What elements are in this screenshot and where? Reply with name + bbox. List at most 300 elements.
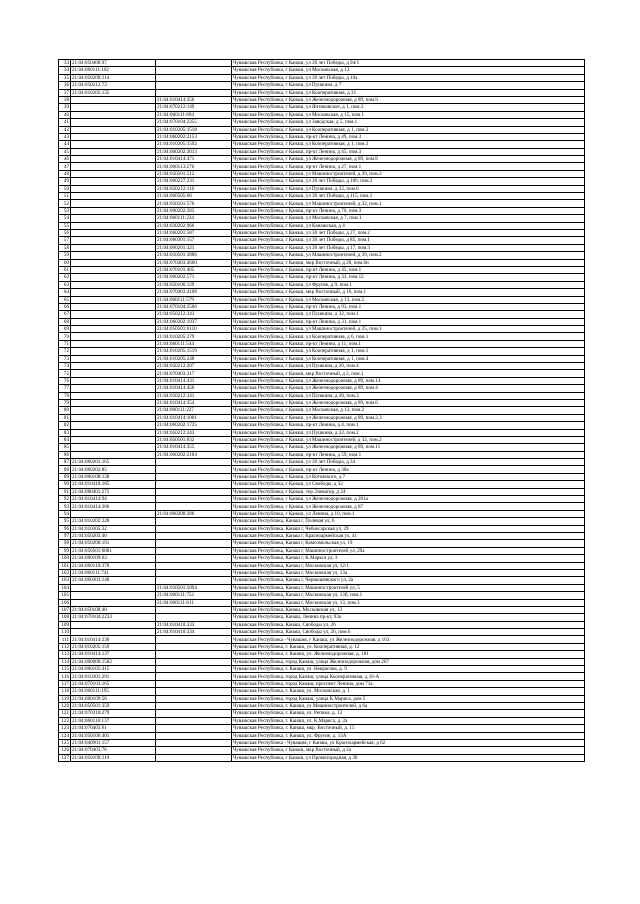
- table-row: [59, 266, 585, 273]
- cadastral-number-premises: [156, 702, 232, 709]
- registry-table: [58, 59, 585, 762]
- cadastral-number-land: [71, 281, 156, 288]
- cadastral-number-land: [71, 185, 156, 192]
- row-number: 75: [59, 370, 71, 377]
- row-number: 93: [59, 503, 71, 510]
- address: Чувашская Республика, Канаш г, Машиностроителей ул, 5: [232, 584, 585, 591]
- address: Чувашская Республика, г Канаш, ул Канашская, д 4: [232, 222, 585, 229]
- cadastral-number-premises: [156, 569, 232, 576]
- cadastral-number-premises: 21:04:070403:4108: [156, 289, 232, 296]
- table-row: [59, 252, 585, 259]
- address: Чувашская Республика, г Канаш, ул Железнодорожная, д 89, пом.11: [232, 444, 585, 451]
- address: Чувашская Республика, Канаш г, К.Маркса ул, 3: [232, 555, 585, 562]
- cadastral-number-premises: 21:04:010410:333: [156, 621, 232, 628]
- cadastral-number-premises: [156, 651, 232, 658]
- cadastral-number-land: 21:04:060109:56: [71, 695, 156, 702]
- row-number: 121: [59, 710, 71, 717]
- table-row: [59, 688, 585, 695]
- cadastral-number-premises: 21:04:060111:752: [156, 592, 232, 599]
- address: Чувашская Республика, г. Канаш, ул. К.Маркса, д. 2а: [232, 717, 585, 724]
- cadastral-number-land: [71, 333, 156, 340]
- address: Чувашская Республика, город Канаш, улица К.Маркса, дом 5: [232, 695, 585, 702]
- table-row: [59, 518, 585, 525]
- cadastral-number-premises: 21:04:050501:5094: [156, 584, 232, 591]
- table-row: [59, 510, 585, 517]
- table-row: [59, 281, 585, 288]
- address: Чувашская Республика, г Канаш, пр-кт Ленина, д 45, пом.1: [232, 266, 585, 273]
- table-row: [59, 451, 585, 458]
- address: Чувашская Республика, г Канаш, ул Железнодорожная, д 89, пом.8: [232, 156, 585, 163]
- row-number: 51: [59, 193, 71, 200]
- address: Чувашская Республика, г Канаш, ул Кооперативная, д 6, пом.1: [232, 333, 585, 340]
- table-row: [59, 60, 585, 67]
- row-number: 117: [59, 680, 71, 687]
- cadastral-number-land: 21:04:050212:73: [71, 82, 156, 89]
- cadastral-number-premises: 21:04:070101:405: [156, 266, 232, 273]
- cadastral-number-premises: [156, 67, 232, 74]
- registry-table-body: [59, 60, 585, 762]
- row-number: 89: [59, 473, 71, 480]
- row-number: 42: [59, 126, 71, 133]
- table-row: [59, 333, 585, 340]
- cadastral-number-premises: 21:04:070403:317: [156, 370, 232, 377]
- address: Чувашская Республика - Чувашия, г Канаш, ул Железнодорожная, д 163: [232, 636, 585, 643]
- address: Чувашская Республика, г Канаш, ул 30 лет Победы, д 94/1: [232, 60, 585, 67]
- row-number: 86: [59, 451, 71, 458]
- cadastral-number-land: [71, 584, 156, 591]
- table-row: [59, 481, 585, 488]
- address: Чувашская Республика, г. Канаш, ул. Некрасова, д. 9: [232, 666, 585, 673]
- cadastral-number-land: [71, 370, 156, 377]
- cadastral-number-premises: 21:04:060111:604: [156, 111, 232, 118]
- cadastral-number-premises: 21:04:050501:6110: [156, 326, 232, 333]
- table-row: [59, 754, 585, 761]
- cadastral-number-premises: 21:04:060201:321: [156, 244, 232, 251]
- table-row: [59, 643, 585, 650]
- row-number: 69: [59, 326, 71, 333]
- row-number: 104: [59, 584, 71, 591]
- table-row: [59, 207, 585, 214]
- cadastral-number-land: [71, 163, 156, 170]
- row-number: 74: [59, 363, 71, 370]
- table-row: [59, 244, 585, 251]
- cadastral-number-land: [71, 200, 156, 207]
- cadastral-number-land: [71, 111, 156, 118]
- row-number: 57: [59, 237, 71, 244]
- row-number: 82: [59, 422, 71, 429]
- cadastral-number-land: [71, 222, 156, 229]
- cadastral-number-premises: 21:04:010414:1001: [156, 414, 232, 421]
- row-number: 65: [59, 296, 71, 303]
- table-row: [59, 436, 585, 443]
- table-row: [59, 111, 585, 118]
- address: Чувашская Республика, г Канаш, ул Пушкина, д 30, пом.4: [232, 363, 585, 370]
- cadastral-number-land: [71, 318, 156, 325]
- cadastral-number-land: [71, 237, 156, 244]
- address: Чувашская Республика, г Канаш, пр-кт Ленина, д 27, пом.1: [232, 163, 585, 170]
- table-row: [59, 96, 585, 103]
- address: Чувашская Республика, г Канаш, ул Машиностроителей, д 25, пом.1: [232, 326, 585, 333]
- cadastral-number-premises: 21:04:060113:276: [156, 163, 232, 170]
- table-row: [59, 680, 585, 687]
- address: Чувашская Республика, Канаш г, Полевая ул, 6: [232, 518, 585, 525]
- table-row: [59, 577, 585, 584]
- address: Чувашская Республика, г Канаш, ул Машиностроителей, д 32, пом.2: [232, 436, 585, 443]
- address: Чувашская Республика, г Канаш, ул 30 лет Победы, д 106, пом.2: [232, 178, 585, 185]
- table-row: [59, 82, 585, 89]
- cadastral-number-premises: 21:04:050212:341: [156, 392, 232, 399]
- table-row: [59, 148, 585, 155]
- row-number: 73: [59, 355, 71, 362]
- row-number: 105: [59, 592, 71, 599]
- table-row: [59, 259, 585, 266]
- address: Чувашская Республика, г Канаш, ул 30 лет Победы, д 27, пом.2: [232, 229, 585, 236]
- row-number: 59: [59, 252, 71, 259]
- cadastral-number-premises: 21:04:060111:544: [156, 340, 232, 347]
- address: Чувашская Республика, г Канаш, ул Железнодорожная, д 201а: [232, 496, 585, 503]
- address: Чувашская Республика, г Канаш, пр-кт Ленина, д 59, пом.1: [232, 451, 585, 458]
- address: Чувашская Республика, Канаш, Ленина пр-кт, 93а: [232, 614, 585, 621]
- cadastral-number-land: [71, 407, 156, 414]
- cadastral-number-land: 21:04:060108:138: [71, 473, 156, 480]
- address: Чувашская Республика, г Канаш, ул Железнодорожная, д 89, пом.2,3: [232, 414, 585, 421]
- cadastral-number-premises: [156, 747, 232, 754]
- row-number: 58: [59, 244, 71, 251]
- table-row: [59, 370, 585, 377]
- address: Чувашская Республика, г Канаш, мкр Восточный, д 2а: [232, 747, 585, 754]
- address: Чувашская Республика, Канаш г, Красноармейская ул, 41: [232, 533, 585, 540]
- table-row: [59, 429, 585, 436]
- table-row: [59, 584, 585, 591]
- address: Чувашская Республика, г Канаш, ул Московская, д 13, пом.2: [232, 407, 585, 414]
- cadastral-number-land: 21:04:010414:137: [71, 651, 156, 658]
- address: Чувашская Республика, г Канаш, ул Котовского, д 7: [232, 473, 585, 480]
- cadastral-number-land: [71, 326, 156, 333]
- cadastral-number-premises: 21:04:050212:343: [156, 311, 232, 318]
- cadastral-number-premises: [156, 555, 232, 562]
- cadastral-number-premises: [156, 518, 232, 525]
- cadastral-number-land: 21:04:010410:185: [71, 481, 156, 488]
- cadastral-number-land: [71, 629, 156, 636]
- row-number: 62: [59, 274, 71, 281]
- table-row: [59, 340, 585, 347]
- address: Чувашская Республика, г Канаш, ул Промотородная, д 30: [232, 754, 585, 761]
- cadastral-number-premises: [156, 643, 232, 650]
- cadastral-number-land: [71, 436, 156, 443]
- cadastral-number-land: 21:04:070103:165: [71, 680, 156, 687]
- cadastral-number-land: 21:04:070403:76: [71, 747, 156, 754]
- table-row: [59, 392, 585, 399]
- cadastral-number-premises: [156, 459, 232, 466]
- address: Чувашская Республика, г Канаш, ул Ленина, д 10, пом.1: [232, 510, 585, 517]
- table-row: [59, 555, 585, 562]
- cadastral-number-land: [71, 266, 156, 273]
- cadastral-number-premises: 21:04:010410:334: [156, 629, 232, 636]
- cadastral-number-land: 21:04:070310:279: [71, 710, 156, 717]
- row-number: 68: [59, 318, 71, 325]
- cadastral-number-land: [71, 599, 156, 606]
- table-row: [59, 547, 585, 554]
- address: Чувашская Республика, г Канаш, ул Кооперативная, д 1, пом.4: [232, 355, 585, 362]
- cadastral-number-premises: 21:04:060301:157: [156, 237, 232, 244]
- table-row: [59, 717, 585, 724]
- address: Чувашская Республика, г Канаш, ул 30 лет Победы, д 115, пом.1: [232, 193, 585, 200]
- table-row: [59, 540, 585, 547]
- table-row: [59, 229, 585, 236]
- cadastral-number-premises: [156, 60, 232, 67]
- cadastral-number-land: 21:04:060201:165: [71, 459, 156, 466]
- cadastral-number-land: [71, 348, 156, 355]
- cadastral-number-premises: [156, 673, 232, 680]
- cadastral-number-land: [71, 252, 156, 259]
- cadastral-number-land: 21:04:050109:119: [71, 754, 156, 761]
- address: Чувашская Республика, Канаш г, Чебоксарская ул, 29: [232, 525, 585, 532]
- cadastral-number-land: 21:04:050209:114: [71, 74, 156, 81]
- cadastral-number-land: 21:04:060111:195: [71, 688, 156, 695]
- address: Чувашская Республика, г Канаш, пр-кт Ленина, д 38а: [232, 466, 585, 473]
- table-row: [59, 444, 585, 451]
- address: Чувашская Республика, г Канаш, ул Железнодорожная, д 89, пом.4: [232, 385, 585, 392]
- row-number: 107: [59, 606, 71, 613]
- address: Чувашская Республика, город Канаш, улица Кооперативная, д.16-А: [232, 673, 585, 680]
- row-number: 96: [59, 525, 71, 532]
- cadastral-number-land: [71, 193, 156, 200]
- table-row: [59, 651, 585, 658]
- row-number: 92: [59, 496, 71, 503]
- cadastral-number-land: [71, 289, 156, 296]
- address: Чувашская Республика, г Канаш, ул Машиностроителей, д 39, пом.2: [232, 252, 585, 259]
- table-row: [59, 702, 585, 709]
- table-row: [59, 126, 585, 133]
- row-number: 122: [59, 717, 71, 724]
- cadastral-number-premises: [156, 666, 232, 673]
- cadastral-number-land: [71, 178, 156, 185]
- cadastral-number-land: [71, 274, 156, 281]
- row-number: 115: [59, 666, 71, 673]
- row-number: 124: [59, 732, 71, 739]
- address: Чувашская Республика, г Канаш, ул Московская, д 15, пом.1: [232, 111, 585, 118]
- cadastral-number-premises: 21:04:070212:149: [156, 104, 232, 111]
- cadastral-number-premises: [156, 89, 232, 96]
- row-number: 112: [59, 643, 71, 650]
- table-row: [59, 739, 585, 746]
- table-row: [59, 303, 585, 310]
- row-number: 101: [59, 562, 71, 569]
- row-number: 67: [59, 311, 71, 318]
- address: Чувашская Республика, г Канаш, ул 30 лет Победы, д 17, пом.3: [232, 244, 585, 251]
- row-number: 36: [59, 82, 71, 89]
- address: Чувашская Республика, Канаш г, Московская ул, 13а: [232, 569, 585, 576]
- cadastral-number-land: [71, 414, 156, 421]
- cadastral-number-land: [71, 311, 156, 318]
- cadastral-number-land: [71, 170, 156, 177]
- cadastral-number-premises: 21:04:010414:471: [156, 156, 232, 163]
- address: Чувашская Республика, г Канаш, ул 30 лет Победы, д 10а: [232, 74, 585, 81]
- cadastral-number-premises: 21:04:060202:2164: [156, 451, 232, 458]
- cadastral-number-land: [71, 133, 156, 140]
- row-number: 60: [59, 259, 71, 266]
- row-number: 37: [59, 89, 71, 96]
- table-row: [59, 658, 585, 665]
- row-number: 39: [59, 104, 71, 111]
- row-number: 64: [59, 289, 71, 296]
- address: Чувашская Республика, г Канаш, мкр Восточный, д 16, пом.1: [232, 289, 585, 296]
- table-row: [59, 193, 585, 200]
- address: Чувашская Республика, Канаш г, Московская ул, 13б, пом.1: [232, 592, 585, 599]
- row-number: 77: [59, 385, 71, 392]
- row-number: 66: [59, 303, 71, 310]
- table-row: [59, 399, 585, 406]
- cadastral-number-land: 21:04:010205:135: [71, 89, 156, 96]
- cadastral-number-premises: 21:04:060202:3013: [156, 148, 232, 155]
- table-row: [59, 200, 585, 207]
- row-number: 44: [59, 141, 71, 148]
- address: Чувашская Республика, г Канаш, ул Пушкина, д 32, пом.6: [232, 185, 585, 192]
- table-row: [59, 636, 585, 643]
- row-number: 53: [59, 207, 71, 214]
- address: Чувашская Республика, г Канаш, пр-кт Ленина, д 45, пом.3: [232, 148, 585, 155]
- cadastral-number-premises: 21:04:050501:512: [156, 170, 232, 177]
- cadastral-number-premises: 21:04:050106:129: [156, 281, 232, 288]
- address: Чувашская Республика, г Канаш, ул Янтиковское, д 1, пом.3: [232, 104, 585, 111]
- cadastral-number-land: [71, 444, 156, 451]
- cadastral-number-land: [71, 399, 156, 406]
- cadastral-number-land: [71, 104, 156, 111]
- cadastral-number-premises: 21:04:050212:207: [156, 363, 232, 370]
- cadastral-number-premises: 21:04:060202:1937: [156, 318, 232, 325]
- cadastral-number-premises: [156, 725, 232, 732]
- row-number: 109: [59, 621, 71, 628]
- cadastral-number-land: 21:04:010414:238: [71, 636, 156, 643]
- cadastral-number-land: [71, 340, 156, 347]
- cadastral-number-land: 21:04:060110:378: [71, 562, 156, 569]
- table-row: [59, 459, 585, 466]
- cadastral-number-premises: 21:04:050501:576: [156, 200, 232, 207]
- table-row: [59, 326, 585, 333]
- table-row: [59, 296, 585, 303]
- cadastral-number-premises: 21:04:060111:234: [156, 215, 232, 222]
- table-row: [59, 67, 585, 74]
- row-number: 56: [59, 229, 71, 236]
- row-number: 127: [59, 754, 71, 761]
- cadastral-number-premises: [156, 547, 232, 554]
- cadastral-number-premises: 21:04:060201:587: [156, 229, 232, 236]
- cadastral-number-land: [71, 392, 156, 399]
- cadastral-number-land: [71, 363, 156, 370]
- table-row: [59, 599, 585, 606]
- cadastral-number-premises: [156, 525, 232, 532]
- row-number: 102: [59, 569, 71, 576]
- address: Чувашская Республика, г Канаш, ул Свободы, д 32: [232, 481, 585, 488]
- address: Чувашская Республика, г Канаш, пр-кт Ленина, д 4, пом.1: [232, 422, 585, 429]
- table-row: [59, 215, 585, 222]
- row-number: 52: [59, 200, 71, 207]
- cadastral-number-premises: 21:04:050501:3886: [156, 252, 232, 259]
- table-row: [59, 170, 585, 177]
- row-number: 94: [59, 510, 71, 517]
- address: Чувашская Республика, г Канаш, ул Пушкина, д 30, пом.3: [232, 392, 585, 399]
- address: Чувашская Республика, Канаш г, Московская ул, 12/1: [232, 562, 585, 569]
- table-row: [59, 525, 585, 532]
- address: Чувашская Республика, г Канаш, ул 30 лет Победы, д 34: [232, 459, 585, 466]
- cadastral-number-land: [71, 303, 156, 310]
- cadastral-number-premises: [156, 739, 232, 746]
- cadastral-number-premises: [156, 562, 232, 569]
- cadastral-number-premises: [156, 614, 232, 621]
- row-number: 83: [59, 429, 71, 436]
- cadastral-number-premises: [156, 82, 232, 89]
- row-number: 126: [59, 747, 71, 754]
- cadastral-number-land: 21:04:050408:97: [71, 60, 156, 67]
- cadastral-number-land: 21:04:060111:741: [71, 569, 156, 576]
- cadastral-number-premises: 21:04:010205:248: [156, 355, 232, 362]
- cadastral-number-land: [71, 156, 156, 163]
- row-number: 71: [59, 340, 71, 347]
- table-row: [59, 156, 585, 163]
- table-row: [59, 732, 585, 739]
- cadastral-number-premises: [156, 658, 232, 665]
- table-row: [59, 488, 585, 495]
- address: Чувашская Республика, г. Канаш, ул. Железнодорожная, д. 181: [232, 651, 585, 658]
- cadastral-number-land: [71, 451, 156, 458]
- cadastral-number-premises: [156, 74, 232, 81]
- cadastral-number-premises: 21:04:060111:227: [156, 407, 232, 414]
- cadastral-number-land: 21:04:080401:275: [71, 488, 156, 495]
- cadastral-number-premises: [156, 488, 232, 495]
- cadastral-number-premises: 21:04:060111:611: [156, 599, 232, 606]
- row-number: 54: [59, 215, 71, 222]
- cadastral-number-premises: 21:04:010205:1518: [156, 126, 232, 133]
- address: Чувашская Республика, г Канаш, ул Машиностроителей, д 39, пом.3: [232, 170, 585, 177]
- row-number: 70: [59, 333, 71, 340]
- cadastral-number-land: [71, 422, 156, 429]
- cadastral-number-premises: 21:04:010205:1592: [156, 141, 232, 148]
- row-number: 55: [59, 222, 71, 229]
- cadastral-number-premises: 21:04:010414:354: [156, 399, 232, 406]
- row-number: 34: [59, 67, 71, 74]
- table-row: [59, 562, 585, 569]
- cadastral-number-premises: 21:04:060227:231: [156, 178, 232, 185]
- table-row: [59, 407, 585, 414]
- address: Чувашская Республика, г Канаш, тер Элеватор, д 24: [232, 488, 585, 495]
- address: Чувашская Республика, г Канаш, мкр Восточный, д 28, пом.6н: [232, 259, 585, 266]
- table-row: [59, 503, 585, 510]
- cadastral-number-premises: 21:04:070104:2355: [156, 119, 232, 126]
- table-row: [59, 569, 585, 576]
- cadastral-number-land: 21:04:060303:148: [71, 577, 156, 584]
- row-number: 78: [59, 392, 71, 399]
- cadastral-number-land: [71, 141, 156, 148]
- cadastral-number-premises: 21:04:050212:243: [156, 429, 232, 436]
- cadastral-number-premises: [156, 577, 232, 584]
- table-row: [59, 274, 585, 281]
- address: Чувашская Республика, г Канаш, ул Железнодорожная, д 89, пом.6: [232, 399, 585, 406]
- table-row: [59, 592, 585, 599]
- cadastral-number-premises: [156, 732, 232, 739]
- table-row: [59, 414, 585, 421]
- cadastral-number-premises: [156, 695, 232, 702]
- cadastral-number-land: 21:04:000000:1582: [71, 658, 156, 665]
- row-number: 103: [59, 577, 71, 584]
- cadastral-number-land: 21:04:040901:157: [71, 739, 156, 746]
- cadastral-number-land: [71, 377, 156, 384]
- row-number: 84: [59, 436, 71, 443]
- address: Чувашская Республика, г Канаш, ул Пушкина, д 32, пом.1: [232, 311, 585, 318]
- row-number: 81: [59, 414, 71, 421]
- row-number: 33: [59, 60, 71, 67]
- row-number: 61: [59, 266, 71, 273]
- cadastral-number-premises: [156, 680, 232, 687]
